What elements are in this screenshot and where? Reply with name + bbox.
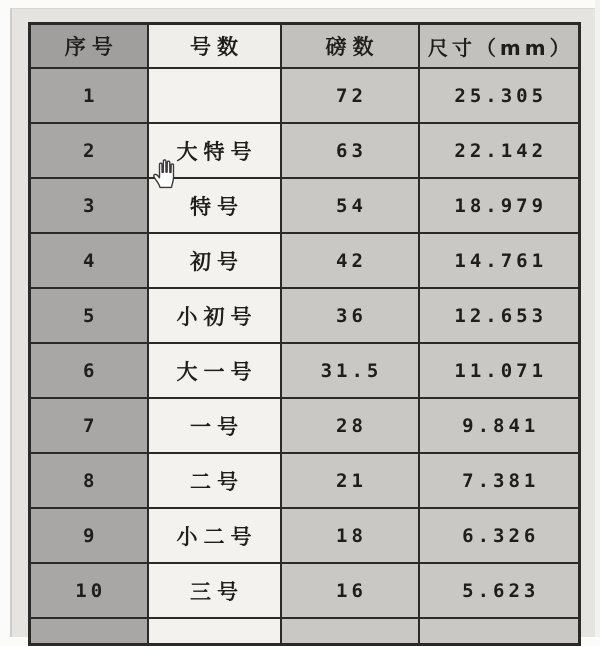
cell-index: 1 bbox=[30, 68, 148, 123]
cell-name: 特号 bbox=[148, 178, 281, 233]
cell-index bbox=[30, 618, 148, 645]
cell-pounds: 18 bbox=[281, 508, 419, 563]
cell-size: 22.142 bbox=[419, 123, 580, 178]
cell-name: 大一号 bbox=[148, 343, 281, 398]
table-row bbox=[30, 398, 580, 453]
table-row bbox=[30, 123, 580, 178]
cell-index: 10 bbox=[30, 563, 148, 618]
cell-size bbox=[419, 618, 580, 645]
cell-pounds: 31.5 bbox=[281, 343, 419, 398]
cell-size: 14.761 bbox=[419, 233, 580, 288]
cell-size: 11.071 bbox=[419, 343, 580, 398]
cell-name: 小二号 bbox=[148, 508, 281, 563]
table-row bbox=[30, 563, 580, 618]
table-row bbox=[30, 508, 580, 563]
cell-pounds: 72 bbox=[281, 68, 419, 123]
column-header-pounds: 磅数 bbox=[281, 24, 419, 69]
cell-name: 二号 bbox=[148, 453, 281, 508]
cell-name: 三号 bbox=[148, 563, 281, 618]
cell-name: 初号 bbox=[148, 233, 281, 288]
cell-index: 9 bbox=[30, 508, 148, 563]
cell-pounds bbox=[281, 618, 419, 645]
cell-pounds: 36 bbox=[281, 288, 419, 343]
table-row bbox=[30, 178, 580, 233]
column-header-index: 序号 bbox=[30, 24, 148, 69]
table-row bbox=[30, 288, 580, 343]
cell-index: 4 bbox=[30, 233, 148, 288]
cell-pounds: 54 bbox=[281, 178, 419, 233]
table-row bbox=[30, 343, 580, 398]
cell-size: 5.623 bbox=[419, 563, 580, 618]
cell-name: 小初号 bbox=[148, 288, 281, 343]
cell-name bbox=[148, 618, 281, 645]
column-header-size: 尺寸（mm） bbox=[419, 24, 580, 69]
cell-index: 2 bbox=[30, 123, 148, 178]
table-row bbox=[30, 68, 580, 123]
cell-size: 6.326 bbox=[419, 508, 580, 563]
cell-index: 8 bbox=[30, 453, 148, 508]
cell-size: 18.979 bbox=[419, 178, 580, 233]
cell-size: 25.305 bbox=[419, 68, 580, 123]
right-margin-strip bbox=[595, 0, 600, 637]
table-row-partial bbox=[30, 618, 580, 645]
cell-name bbox=[148, 68, 281, 123]
cell-pounds: 28 bbox=[281, 398, 419, 453]
table-row bbox=[30, 233, 580, 288]
cell-pounds: 16 bbox=[281, 563, 419, 618]
cell-size: 7.381 bbox=[419, 453, 580, 508]
cell-pounds: 63 bbox=[281, 123, 419, 178]
cell-size: 9.841 bbox=[419, 398, 580, 453]
font-size-table bbox=[28, 22, 581, 646]
cell-name: 大特号 bbox=[148, 123, 281, 178]
cell-index: 7 bbox=[30, 398, 148, 453]
cell-size: 12.653 bbox=[419, 288, 580, 343]
table-header-row bbox=[30, 24, 580, 69]
cell-pounds: 21 bbox=[281, 453, 419, 508]
cell-index: 6 bbox=[30, 343, 148, 398]
cell-index: 5 bbox=[30, 288, 148, 343]
cell-index: 3 bbox=[30, 178, 148, 233]
table-row bbox=[30, 453, 580, 508]
column-header-name: 号数 bbox=[148, 24, 281, 69]
cell-pounds: 42 bbox=[281, 233, 419, 288]
cell-name: 一号 bbox=[148, 398, 281, 453]
